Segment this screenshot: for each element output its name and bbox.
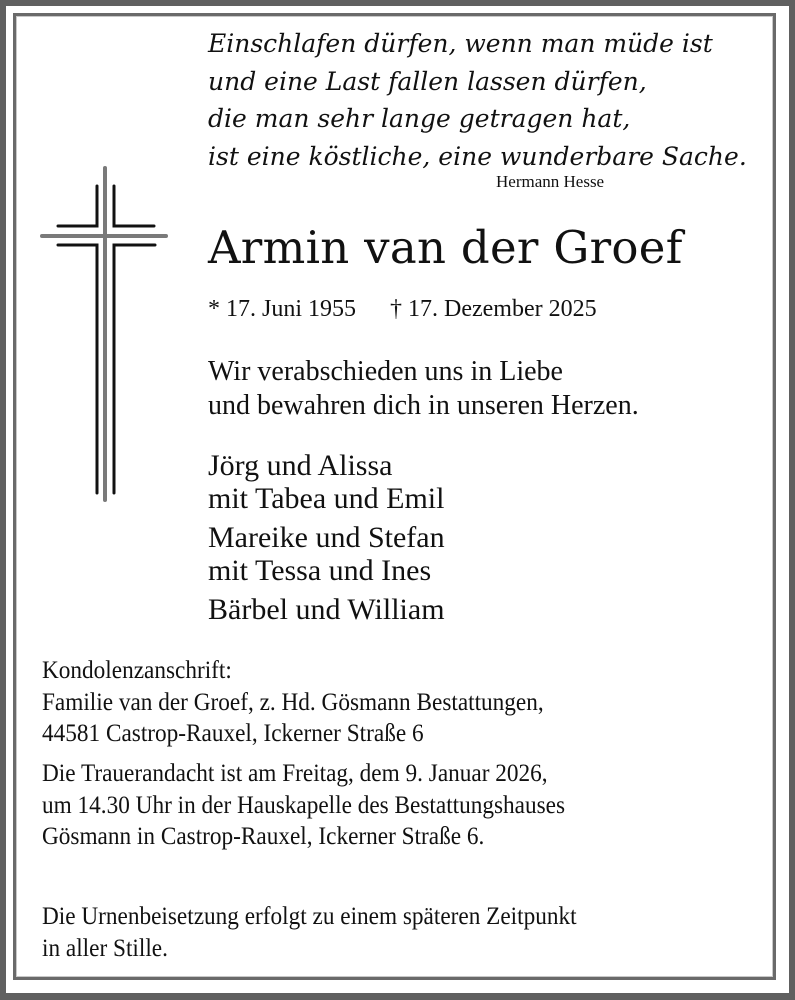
farewell-line: und bewahren dich in unseren Herzen. xyxy=(208,390,639,421)
service-line: Die Trauerandacht ist am Freitag, dem 9. Januar 2026, xyxy=(42,760,548,787)
poem-line: die man sehr lange getragen hat, xyxy=(208,104,631,133)
service-line: um 14.30 Uhr in der Hauskapelle des Bestattungshauses xyxy=(42,791,566,819)
farewell-line: Wir verabschieden uns in Liebe xyxy=(208,356,563,387)
urn-burial-info xyxy=(42,901,577,964)
poem-author: Hermann Hesse xyxy=(496,172,605,191)
condolence-line: Familie van der Groef, z. Hd. Gösmann Bestattungen, xyxy=(42,688,544,716)
service-line: Gösmann in Castrop-Rauxel, Ickerner Straße 6. xyxy=(42,823,485,850)
family-line: Mareike und Stefan xyxy=(208,521,445,554)
deceased-name: Armin van der Groef xyxy=(208,221,683,274)
birth-date: * 17. Juni 1955 xyxy=(208,296,357,322)
family-signatures xyxy=(208,449,445,632)
family-line: Bärbel und William xyxy=(208,593,445,626)
urn-line: Die Urnenbeisetzung erfolgt zu einem späteren Zeitpunkt xyxy=(42,903,577,930)
condolence-line: 44581 Castrop-Rauxel, Ickerner Straße 6 xyxy=(42,720,424,747)
family-line: mit Tabea und Emil xyxy=(208,482,445,515)
family-line: Jörg und Alissa xyxy=(208,449,393,482)
family-group xyxy=(208,521,445,587)
condolence-address xyxy=(42,655,544,750)
poem-quote xyxy=(208,25,747,175)
death-date: † 17. Dezember 2025 xyxy=(390,296,597,322)
family-group xyxy=(208,593,445,626)
poem-line: ist eine köstliche, eine wunderbare Sache. xyxy=(208,141,747,171)
service-info xyxy=(42,758,565,853)
life-dates xyxy=(208,296,597,323)
condolence-label: Kondolenzanschrift: xyxy=(42,657,232,684)
urn-line: in aller Stille. xyxy=(42,934,168,962)
poem-line: und eine Last fallen lassen dürfen, xyxy=(208,66,647,96)
farewell-message xyxy=(208,355,639,423)
poem-line: Einschlafen dürfen, wenn man müde ist xyxy=(208,29,713,58)
family-line: mit Tessa und Ines xyxy=(208,554,432,587)
family-group xyxy=(208,449,445,515)
